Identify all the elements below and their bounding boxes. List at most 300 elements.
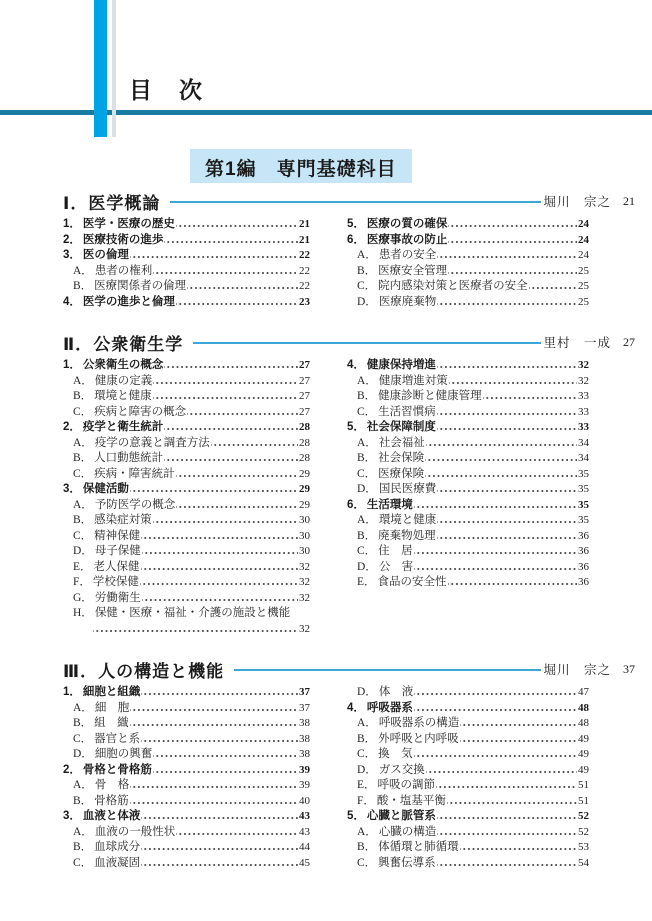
toc-entry xyxy=(63,685,310,701)
entry-label: H． xyxy=(73,607,93,619)
entry-title: 骨格と骨格筋 xyxy=(82,763,152,776)
dotted-leader xyxy=(437,529,577,545)
dotted-leader xyxy=(176,467,298,483)
entry-page: 25 xyxy=(578,280,589,292)
entry-title: 外呼吸と内呼吸 xyxy=(378,732,459,745)
toc-entry xyxy=(63,217,310,233)
entry-label: C． xyxy=(357,545,377,557)
toc-section xyxy=(63,658,635,871)
dotted-leader xyxy=(141,560,298,576)
entry-label: C． xyxy=(73,405,93,418)
left-accent-bar xyxy=(94,0,107,137)
entry-page: 28 xyxy=(299,436,310,449)
entry-title: 環境と健康 xyxy=(94,390,152,402)
entry-title: 骨 格 xyxy=(94,779,130,791)
dotted-leader xyxy=(460,716,577,732)
dotted-leader xyxy=(437,809,577,825)
dotted-leader xyxy=(449,374,577,390)
toc-entry xyxy=(347,264,589,280)
toc-entry xyxy=(347,295,589,311)
entry-page: 21 xyxy=(299,233,310,246)
entry-title: 医学・医療の歴史 xyxy=(82,218,175,230)
entry-label: B． xyxy=(73,390,93,402)
toc-entry xyxy=(347,701,589,717)
toc-columns xyxy=(63,217,635,310)
section-title xyxy=(63,330,183,355)
entry-title: 血液の一般性状 xyxy=(94,825,176,838)
toc-entry xyxy=(347,217,589,233)
dotted-leader xyxy=(529,279,577,295)
entry-label: C． xyxy=(357,748,377,760)
entry-label: E． xyxy=(73,560,92,573)
entry-title: 社会保障制度 xyxy=(366,421,436,433)
entry-label: B． xyxy=(357,732,377,745)
dotted-leader xyxy=(130,716,298,732)
dotted-leader xyxy=(130,794,298,810)
toc-entry xyxy=(347,825,589,841)
entry-page: 28 xyxy=(299,421,310,433)
sections xyxy=(63,190,635,871)
entry-page: 49 xyxy=(578,748,589,760)
entry-page: 30 xyxy=(299,545,310,557)
entry-page: 22 xyxy=(299,264,310,277)
toc-section xyxy=(63,190,635,310)
toc-entry xyxy=(347,794,589,810)
entry-page: 43 xyxy=(299,810,310,822)
dotted-leader xyxy=(425,467,577,483)
entry-title: 医学の進歩と倫理 xyxy=(82,295,175,308)
entry-label: D． xyxy=(357,560,377,573)
entry-page: 28 xyxy=(299,452,310,464)
entry-label: B． xyxy=(357,841,377,853)
entry-title: 医の倫理 xyxy=(82,249,129,261)
entry-title: 血球成分 xyxy=(94,841,141,853)
entry-page: 27 xyxy=(299,390,310,402)
entry-label: A． xyxy=(73,825,93,838)
entry-title: 保健活動 xyxy=(82,483,129,495)
entry-title: 医療事故の防止 xyxy=(366,233,448,246)
toc-entry xyxy=(347,279,589,295)
entry-title: 心臓と脈管系 xyxy=(366,810,436,822)
entry-label: D． xyxy=(73,748,93,760)
toc-entry xyxy=(347,778,589,794)
entry-label: A． xyxy=(357,514,377,526)
entry-label: D． xyxy=(357,295,377,308)
entry-title: 人口動態統計 xyxy=(94,452,164,464)
entry-page: 35 xyxy=(578,514,589,526)
toc-entry xyxy=(63,763,310,779)
entry-title: 医療安全管理 xyxy=(378,264,448,277)
entry-title: 疫学の意義と調査方法 xyxy=(94,436,210,449)
toc-entry xyxy=(347,420,589,436)
entry-label: B． xyxy=(73,794,93,807)
entry-label: 1． xyxy=(63,686,81,698)
entry-page: 37 xyxy=(299,686,310,698)
entry-page: 27 xyxy=(299,359,310,371)
entry-title: 社会保険 xyxy=(378,452,425,464)
toc-entry xyxy=(347,560,589,576)
dotted-leader xyxy=(437,420,577,436)
dotted-leader xyxy=(448,264,577,280)
entry-title: 細胞と組織 xyxy=(82,686,141,698)
entry-page: 51 xyxy=(578,794,589,807)
entry-label: 6． xyxy=(347,498,365,511)
dotted-leader xyxy=(483,389,577,405)
toc-entry xyxy=(347,482,589,498)
entry-label: B． xyxy=(73,514,93,526)
entry-title: 住 居 xyxy=(378,545,413,557)
entry-page: 29 xyxy=(299,467,310,480)
entry-title: 医療廃棄物 xyxy=(378,295,437,308)
entry-page: 32 xyxy=(299,560,310,573)
toc-entry xyxy=(63,591,310,607)
toc-column-left xyxy=(63,217,310,310)
entry-title: 患者の安全 xyxy=(378,249,437,261)
entry-title: 組 織 xyxy=(94,717,129,729)
dotted-leader xyxy=(141,840,298,856)
entry-page: 25 xyxy=(578,295,589,308)
entry-label: D． xyxy=(357,483,377,495)
entry-label: A． xyxy=(357,825,377,838)
entry-page: 38 xyxy=(299,732,310,745)
entry-page: 39 xyxy=(299,763,310,776)
entry-page: 34 xyxy=(578,452,589,464)
entry-title: 生活習慣病 xyxy=(378,405,436,418)
toc-content xyxy=(63,149,635,871)
section-rule xyxy=(170,201,541,203)
toc-entry xyxy=(347,467,589,483)
entry-label: A． xyxy=(73,436,93,449)
toc-entry xyxy=(347,685,589,701)
entry-label: B． xyxy=(357,390,377,402)
dotted-leader xyxy=(414,701,577,717)
dotted-leader xyxy=(141,529,298,545)
toc-entry xyxy=(347,389,589,405)
entry-title: 細胞の興奮 xyxy=(94,748,153,760)
toc-entry xyxy=(347,732,589,748)
toc-entry xyxy=(63,732,310,748)
entry-page: 54 xyxy=(578,856,589,869)
section-rule xyxy=(193,342,541,344)
entry-page: 48 xyxy=(578,701,589,714)
dotted-leader xyxy=(187,279,298,295)
toc-entry xyxy=(63,840,310,856)
toc-entry xyxy=(63,794,310,810)
entry-label: A． xyxy=(73,779,93,791)
entry-title: 国民医療費 xyxy=(378,483,437,495)
entry-label: D． xyxy=(73,545,93,557)
entry-title: 労働衛生 xyxy=(94,591,141,604)
entry-title: 医療技術の進歩 xyxy=(82,233,164,246)
entry-title: 疾病と障害の概念 xyxy=(94,405,187,418)
section-page: 37 xyxy=(623,661,635,676)
entry-label: 2． xyxy=(63,763,81,776)
dotted-leader xyxy=(142,591,298,607)
toc-entry xyxy=(347,436,589,452)
dotted-leader xyxy=(211,436,298,452)
entry-page: 35 xyxy=(578,498,589,511)
entry-page: 40 xyxy=(299,794,310,807)
dotted-leader xyxy=(164,233,298,249)
toc-entry xyxy=(347,544,589,560)
entry-page: 35 xyxy=(578,467,589,480)
dotted-leader xyxy=(437,295,577,311)
entry-label: C． xyxy=(73,856,93,869)
dotted-leader xyxy=(414,560,577,576)
entry-page: 37 xyxy=(299,701,310,714)
dotted-leader xyxy=(153,747,298,763)
toc-section xyxy=(63,331,635,637)
entry-title: 血液凝固 xyxy=(94,856,141,869)
entry-label: A． xyxy=(73,498,93,511)
section-author: 堀川 宗之 xyxy=(543,195,611,209)
dotted-leader xyxy=(437,482,577,498)
entry-label: E． xyxy=(357,576,376,588)
entry-page: 36 xyxy=(578,529,589,542)
toc-entry xyxy=(63,358,310,374)
entry-label: A． xyxy=(73,701,93,714)
toc-entry xyxy=(63,420,310,436)
entry-title: 廃棄物処理 xyxy=(378,529,436,542)
toc-entry-continuation xyxy=(63,622,310,638)
dotted-leader xyxy=(141,732,298,748)
dotted-leader xyxy=(153,264,298,280)
entry-page: 27 xyxy=(299,405,310,418)
toc-column-left xyxy=(63,358,310,637)
entry-page: 33 xyxy=(578,405,589,418)
entry-page: 51 xyxy=(578,779,589,791)
dotted-leader xyxy=(460,840,577,856)
section-header xyxy=(63,331,635,353)
toc-entry xyxy=(347,856,589,872)
dotted-leader xyxy=(141,685,298,701)
toc-entry xyxy=(347,358,589,374)
entry-title: 疾病・障害統計 xyxy=(94,467,175,480)
toc-entry xyxy=(63,405,310,421)
dotted-leader xyxy=(448,575,577,591)
section-title-text: 人の構造と機能 xyxy=(98,661,225,681)
entry-label: D． xyxy=(357,686,377,698)
dotted-leader xyxy=(153,374,298,390)
dotted-leader xyxy=(153,513,298,529)
toc-entry xyxy=(63,701,310,717)
section-numeral: Ⅲ． xyxy=(63,661,99,681)
toc-entry xyxy=(63,544,310,560)
entry-page: 52 xyxy=(578,825,589,838)
toc-column-left xyxy=(63,685,310,871)
dotted-leader xyxy=(447,794,577,810)
entry-title: 心臓の構造 xyxy=(378,825,437,838)
dotted-leader xyxy=(437,825,577,841)
dotted-leader xyxy=(141,856,298,872)
entry-page: 35 xyxy=(578,483,589,495)
entry-label: 3． xyxy=(63,483,81,495)
dotted-leader xyxy=(448,233,577,249)
toc-entry xyxy=(63,233,310,249)
toc-entry xyxy=(347,498,589,514)
entry-label: A． xyxy=(357,436,377,449)
entry-label: F． xyxy=(73,576,91,588)
entry-title: 公衆衛生の概念 xyxy=(82,359,164,371)
toc-entry xyxy=(347,405,589,421)
dotted-leader xyxy=(414,685,577,701)
entry-title: 呼吸器系の構造 xyxy=(378,717,460,729)
toc-entry xyxy=(63,809,310,825)
entry-label: C． xyxy=(357,467,377,480)
toc-entry xyxy=(347,575,589,591)
entry-page: 53 xyxy=(578,841,589,853)
toc-entry xyxy=(63,467,310,483)
entry-title: 保健・医療・福祉・介護の施設と機能 xyxy=(94,607,291,619)
entry-title: 環境と健康 xyxy=(378,514,437,526)
dotted-leader xyxy=(437,248,577,264)
dotted-leader xyxy=(140,575,298,591)
entry-label: 3． xyxy=(63,249,81,261)
entry-label: G． xyxy=(73,591,93,604)
toc-entry xyxy=(347,248,589,264)
entry-title: 医療の質の確保 xyxy=(366,218,448,230)
entry-page: 33 xyxy=(578,390,589,402)
entry-title: 生活環境 xyxy=(366,498,413,511)
entry-label: 2． xyxy=(63,421,81,433)
section-page: 21 xyxy=(623,193,635,208)
dotted-leader xyxy=(164,420,298,436)
entry-label: F． xyxy=(357,794,375,807)
toc-column-right xyxy=(347,217,589,310)
dotted-leader xyxy=(448,217,577,233)
entry-label: E． xyxy=(357,779,376,791)
entry-label: 5． xyxy=(347,421,365,433)
toc-entry xyxy=(63,716,310,732)
entry-label: A． xyxy=(357,717,377,729)
toc-entry xyxy=(63,513,310,529)
entry-label: A． xyxy=(357,249,377,261)
toc-entry xyxy=(63,436,310,452)
entry-label: C． xyxy=(357,405,377,418)
entry-page: 30 xyxy=(299,529,310,542)
toc-entry xyxy=(63,389,310,405)
section-header xyxy=(63,658,635,680)
toc-entry xyxy=(347,513,589,529)
dotted-leader xyxy=(93,622,298,638)
dotted-leader xyxy=(437,513,577,529)
entry-title: 細 胞 xyxy=(94,701,130,714)
dotted-leader xyxy=(130,248,298,264)
toc-entry xyxy=(63,778,310,794)
section-title xyxy=(63,657,224,682)
entry-title: 院内感染対策と医療者の安全 xyxy=(378,280,528,292)
entry-label: B． xyxy=(357,264,377,277)
entry-page: 22 xyxy=(299,249,310,261)
entry-title: 興奮伝導系 xyxy=(378,856,436,869)
toc-entry xyxy=(63,560,310,576)
left-accent-gray-line xyxy=(112,0,116,137)
entry-label: 5． xyxy=(347,218,365,230)
entry-page: 44 xyxy=(299,841,310,853)
dotted-leader xyxy=(414,498,577,514)
toc-entry xyxy=(347,374,589,390)
section-title-text: 医学概論 xyxy=(88,193,161,213)
entry-page: 32 xyxy=(578,374,589,387)
dotted-leader xyxy=(425,451,577,467)
dotted-leader xyxy=(437,856,577,872)
dotted-leader xyxy=(164,451,298,467)
entry-label: A． xyxy=(73,374,93,387)
toc-entry xyxy=(347,747,589,763)
dotted-leader xyxy=(153,389,298,405)
entry-title: 体 液 xyxy=(378,686,414,698)
section-author: 里村 一成 xyxy=(543,336,611,350)
toc-entry xyxy=(63,747,310,763)
toc-entry xyxy=(63,374,310,390)
entry-label: 3． xyxy=(63,810,81,822)
entry-page: 47 xyxy=(578,686,589,698)
entry-title: 医療保険 xyxy=(378,467,425,480)
entry-title: 予防医学の概念 xyxy=(94,498,176,511)
toc-entry xyxy=(63,279,310,295)
entry-title: 学校保健 xyxy=(92,576,139,588)
dotted-leader xyxy=(437,405,577,421)
entry-page: 52 xyxy=(578,810,589,822)
entry-page: 32 xyxy=(578,359,589,371)
section-title xyxy=(63,189,160,214)
dotted-leader xyxy=(176,498,298,514)
entry-label: 4． xyxy=(63,295,81,308)
entry-page: 27 xyxy=(299,374,310,387)
entry-title: 患者の権利 xyxy=(94,264,153,277)
toc-entry xyxy=(63,264,310,280)
toc-entry xyxy=(347,529,589,545)
entry-page: 38 xyxy=(299,717,310,729)
toc-entry xyxy=(347,763,589,779)
toc-entry xyxy=(63,498,310,514)
entry-title: 社会福祉 xyxy=(378,436,425,449)
toc-entry xyxy=(347,840,589,856)
entry-title: 酸・塩基平衡 xyxy=(376,794,446,807)
dotted-leader xyxy=(187,405,298,421)
toc-column-right xyxy=(347,685,589,871)
toc-entry xyxy=(347,451,589,467)
entry-title: 健康診断と健康管理 xyxy=(378,390,482,402)
entry-title: 健康の定義 xyxy=(94,374,153,387)
entry-label: C． xyxy=(357,280,377,292)
toc-entry xyxy=(63,248,310,264)
entry-label: 4． xyxy=(347,701,365,714)
entry-label: 1． xyxy=(63,218,81,230)
entry-label: 4． xyxy=(347,359,365,371)
entry-label: C． xyxy=(73,529,93,542)
entry-title: 換 気 xyxy=(378,748,413,760)
entry-title: 呼吸の調節 xyxy=(377,779,436,791)
entry-page: 30 xyxy=(299,514,310,526)
toc-entry xyxy=(63,295,310,311)
dotted-leader xyxy=(437,358,577,374)
dotted-leader xyxy=(426,436,577,452)
entry-label: A． xyxy=(357,374,377,387)
entry-label: B． xyxy=(357,452,377,464)
entry-title: 呼吸器系 xyxy=(366,701,413,714)
entry-label: B． xyxy=(73,841,93,853)
entry-page: 49 xyxy=(578,763,589,776)
dotted-leader xyxy=(176,295,298,311)
entry-page: 45 xyxy=(299,856,310,869)
toc-column-right xyxy=(347,358,589,637)
section-header xyxy=(63,190,635,212)
dotted-leader xyxy=(426,763,577,779)
entry-title: 感染症対策 xyxy=(94,514,152,526)
entry-title: 体循環と肺循環 xyxy=(378,841,459,853)
section-rule xyxy=(234,669,541,671)
